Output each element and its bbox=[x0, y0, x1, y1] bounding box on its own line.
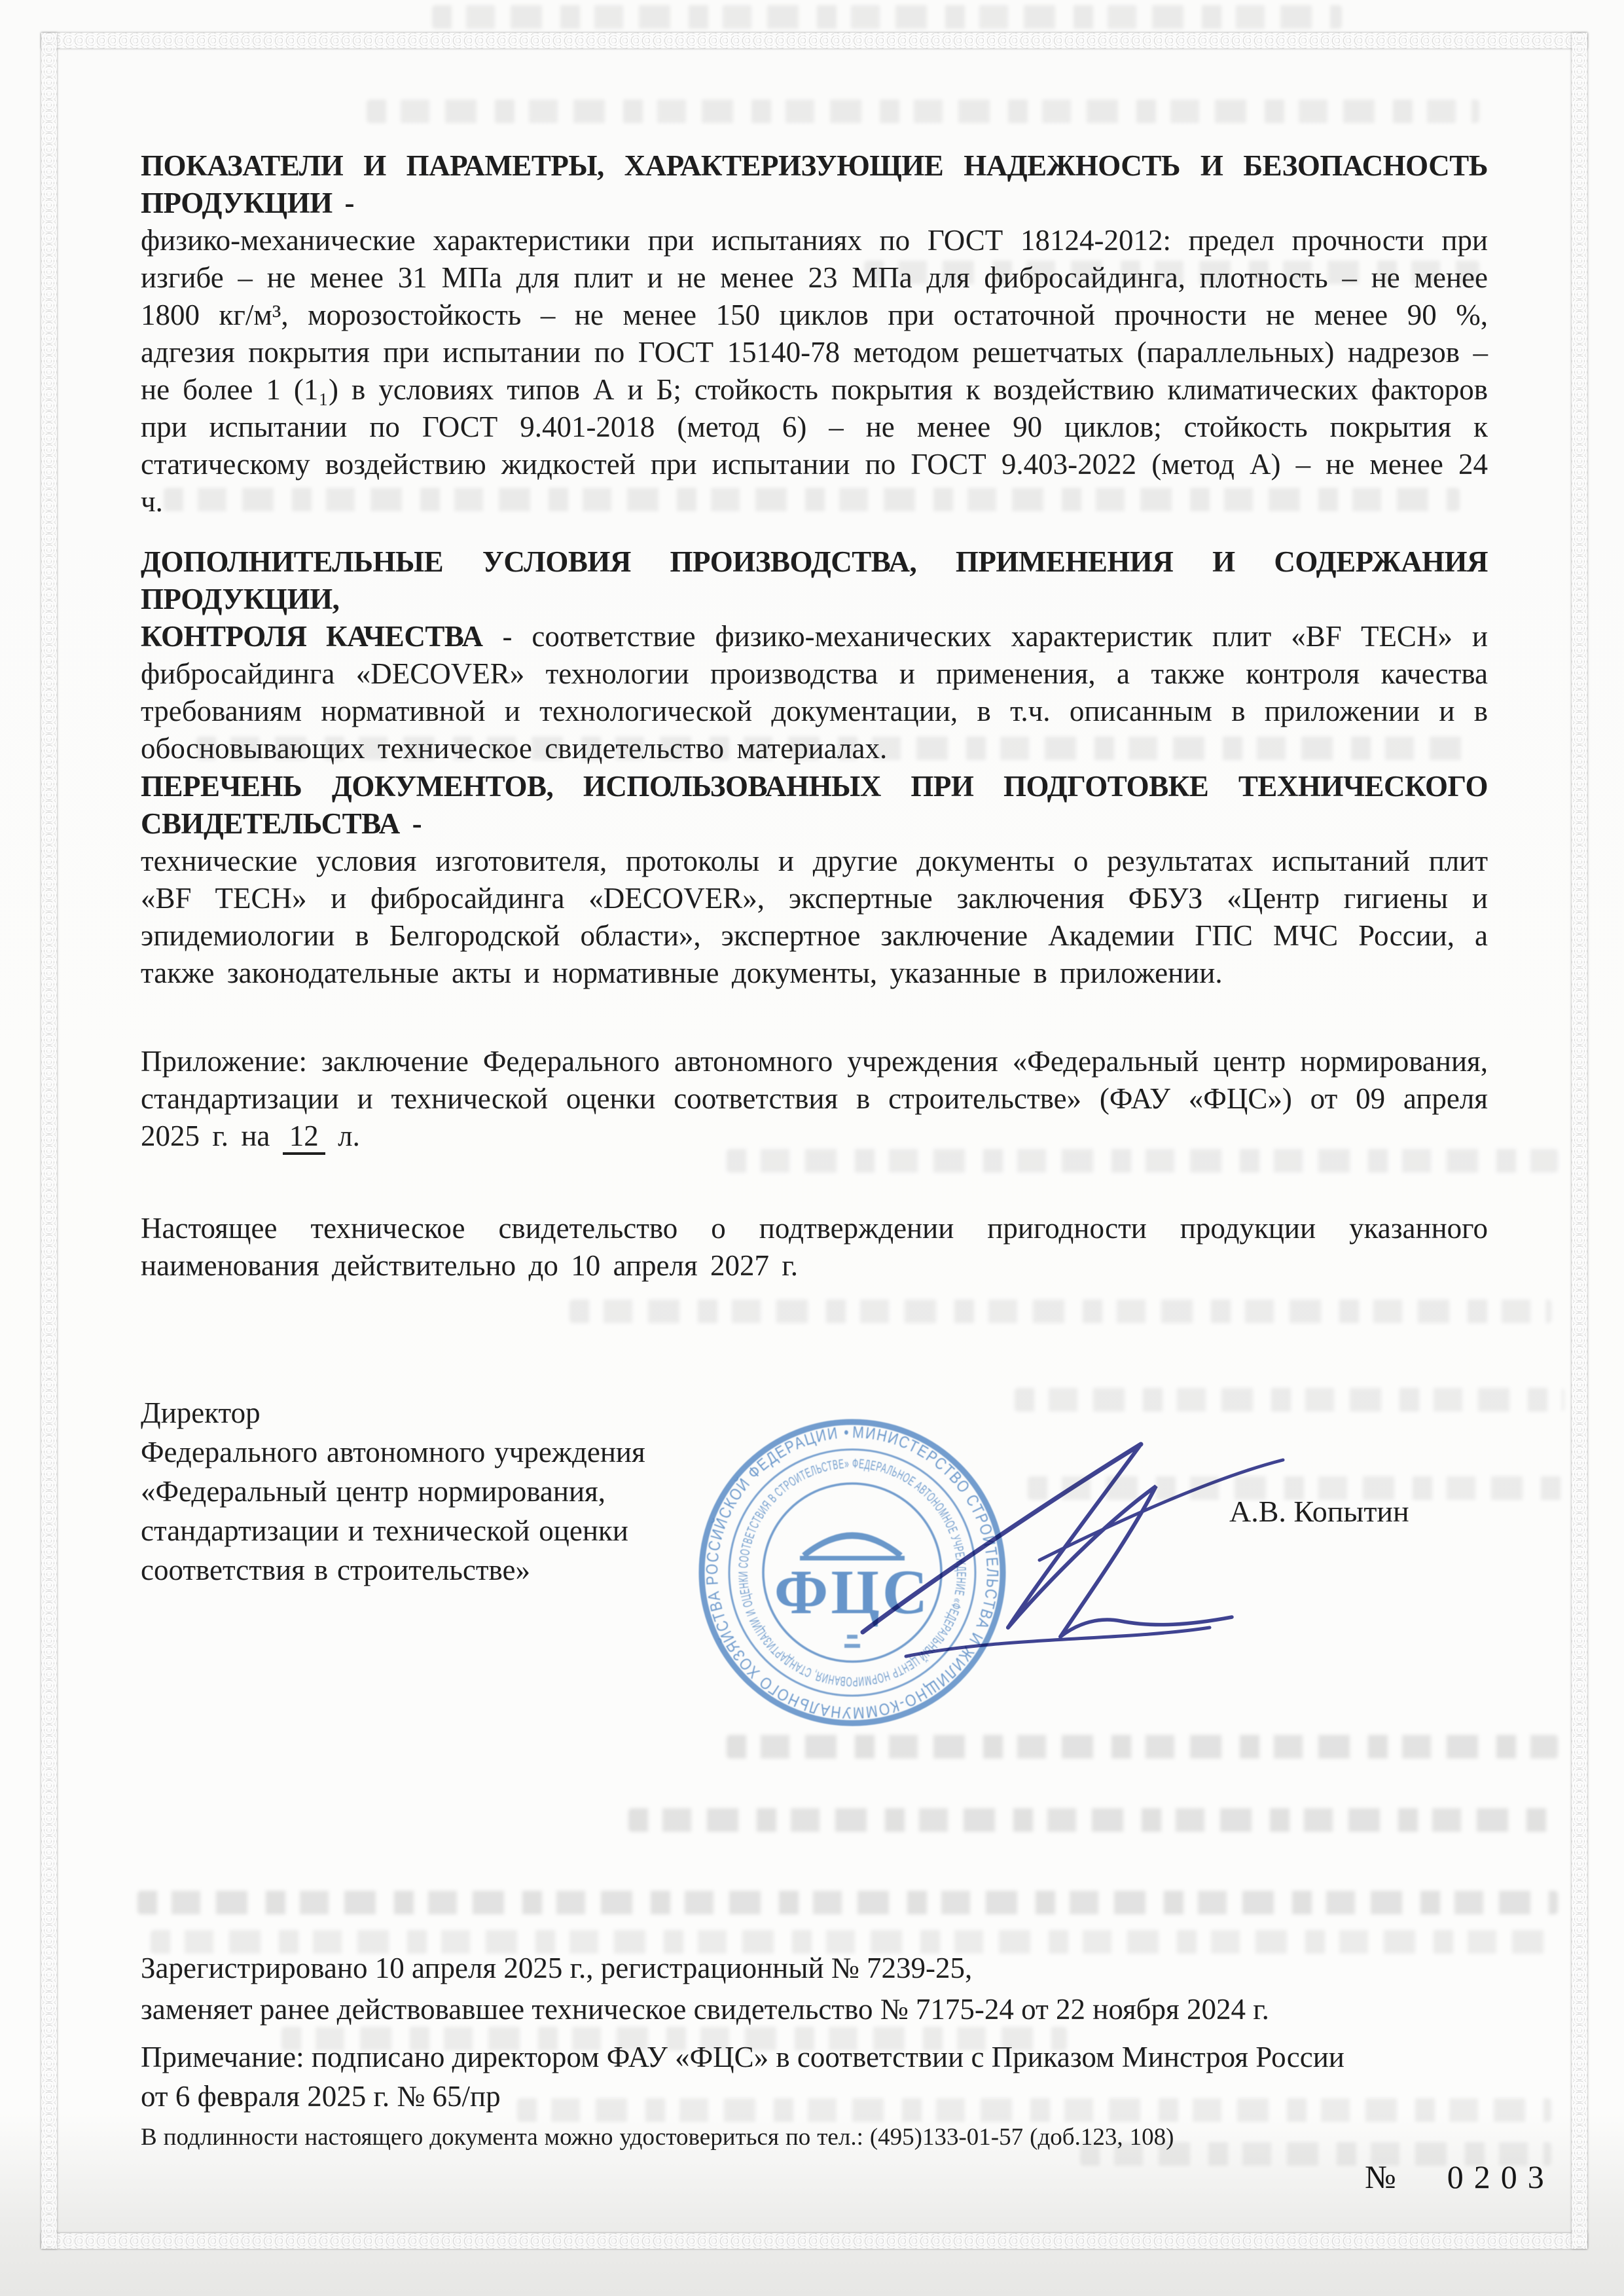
bleed-through bbox=[569, 1300, 1551, 1323]
serial-number-sign: № bbox=[1365, 2159, 1396, 2195]
bleed-through bbox=[1015, 1388, 1564, 1412]
appendix-paragraph bbox=[141, 1043, 1488, 1155]
border-left bbox=[41, 33, 57, 2249]
section-documents-heading: ПЕРЕЧЕНЬ ДОКУМЕНТОВ, ИСПОЛЬЗОВАННЫХ ПРИ ПОДГОТОВКЕ ТЕХНИЧЕСКОГО СВИДЕТЕЛЬСТВА - bbox=[141, 770, 1488, 840]
serial-number-block bbox=[1365, 2158, 1555, 2196]
stamp-inner-ring-text: ФЕДЕРАЛЬНОЕ АВТОНОМНОЕ УЧРЕЖДЕНИЕ «ФЕДЕРАЛЬНЫЙ ЦЕНТР НОРМИРОВАНИЯ, СТАНДАРТИЗАЦИИ И ОЦЕНКИ СООТВЕТСТВИЯ В СТРОИТЕЛЬСТВЕ» bbox=[736, 1456, 969, 1689]
border-bottom bbox=[41, 2233, 1587, 2249]
verification-phone-line: В подлинности настоящего документа можно удостовериться по тел.: (495)133-01-57 (доб.123, 108) bbox=[141, 2124, 1174, 2151]
director-line: «Федеральный центр нормирования, bbox=[141, 1475, 605, 1508]
director-line: соответствия в строительстве» bbox=[141, 1554, 531, 1586]
section-indicators-body: физико-механические характеристики при испытаниях по ГОСТ 18124-2012: предел прочности при изгибе – не менее 31 МПа для плит и не менее 23 МПа для фибросайдинга, плотность – не менее 1800 кг/м³, морозостойкость – не менее 150 циклов при остаточной прочности не менее 90 %, адгезия покрытия при испытании по ГОСТ 15140-78 методом решетчатых (параллельных) надрезов – не более 1 (1₁) в условиях типов А и Б; стойкость покрытия к воздействию климатических факторов при испытании по ГОСТ 9.401-2018 (метод 6) – не менее 90 циклов; стойкость покрытия к статическому воздействию жидкостей при испытании по ГОСТ 9.403-2022 (метод А) – не менее 24 ч. bbox=[141, 224, 1488, 518]
registration-line2: заменяет ранее действовавшее техническое свидетельство № 7175-24 от 22 ноября 2024 г. bbox=[141, 1993, 1269, 2026]
registration-line1: Зарегистрировано 10 апреля 2025 г., регистрационный № 7239-25, bbox=[141, 1952, 973, 1984]
section-documents bbox=[141, 768, 1488, 992]
director-line: Федерального автономного учреждения bbox=[141, 1436, 645, 1468]
section-additional-lead: КОНТРОЛЯ КАЧЕСТВА bbox=[141, 620, 483, 653]
appendix-sheet-count: 12 bbox=[283, 1120, 325, 1155]
validity-paragraph: Настоящее техническое свидетельство о подтверждении пригодности продукции указанного наименования действительно до 10 апреля 2027 г. bbox=[141, 1212, 1488, 1282]
bleed-through bbox=[367, 100, 1479, 123]
stamp-center-text: ФЦС bbox=[774, 1557, 931, 1627]
director-line: Директор bbox=[141, 1396, 261, 1429]
stamp-outer-ring-text: МИНИСТЕРСТВО СТРОИТЕЛЬСТВА И ЖИЛИЩНО-КОММУНАЛЬНОГО ХОЗЯЙСТВА РОССИЙСКОЙ ФЕДЕРАЦИИ • bbox=[702, 1423, 1002, 1722]
bleed-through bbox=[432, 5, 1342, 29]
section-additional-body: - соответствие физико-механических характеристик плит «BF TECH» и фибросайдинга «DECOVER» технологии производства и применения, а также контроля качества требованиям нормативной и технологической документации, в т.ч. описанным в приложении и в обосновывающих техническое свидетельство материалах. bbox=[141, 620, 1488, 765]
note-line1: Примечание: подписано директором ФАУ «ФЦС» в соответствии с Приказом Минстроя России bbox=[141, 2041, 1344, 2073]
appendix-text: Приложение: заключение Федерального автономного учреждения «Федеральный центр нормирования, стандартизации и технической оценки соответствия в строительстве» (ФАУ «ФЦС») от 09 апреля 2025 г. на bbox=[141, 1045, 1488, 1152]
director-name: А.В. Копытин bbox=[1229, 1495, 1409, 1528]
note-block bbox=[141, 2037, 1502, 2116]
section-additional bbox=[141, 543, 1488, 767]
section-additional-heading: ДОПОЛНИТЕЛЬНЫЕ УСЛОВИЯ ПРОИЗВОДСТВА, ПРИМЕНЕНИЯ И СОДЕРЖАНИЯ ПРОДУКЦИИ, bbox=[141, 545, 1488, 615]
director-line: стандартизации и технической оценки bbox=[141, 1514, 628, 1547]
border-top bbox=[41, 33, 1587, 48]
bleed-through bbox=[628, 1808, 1558, 1832]
bleed-through bbox=[137, 1891, 1558, 1914]
serial-number-value: 0203 bbox=[1447, 2159, 1555, 2195]
appendix-units: л. bbox=[338, 1120, 360, 1152]
registration-block bbox=[141, 1948, 1502, 2030]
bleed-through bbox=[727, 1735, 1558, 1758]
director-signature bbox=[843, 1426, 1301, 1688]
section-indicators-heading: ПОКАЗАТЕЛИ И ПАРАМЕТРЫ, ХАРАКТЕРИЗУЮЩИЕ НАДЕЖНОСТЬ И БЕЗОПАСНОСТЬ ПРОДУКЦИИ - bbox=[141, 149, 1488, 219]
note-line2: от 6 февраля 2025 г. № 65/пр bbox=[141, 2080, 501, 2113]
border-right bbox=[1572, 33, 1587, 2249]
section-indicators bbox=[141, 147, 1488, 520]
section-documents-body: технические условия изготовителя, протоколы и другие документы о результатах испытаний плит «BF TECH» и фибросайдинга «DECOVER», экспертные заключения ФБУЗ «Центр гигиены и эпидемиологии в Белгородской области», экспертное заключение Академии ГПС МЧС России, а также законодательные акты и нормативные документы, указанные в приложении. bbox=[141, 845, 1488, 989]
